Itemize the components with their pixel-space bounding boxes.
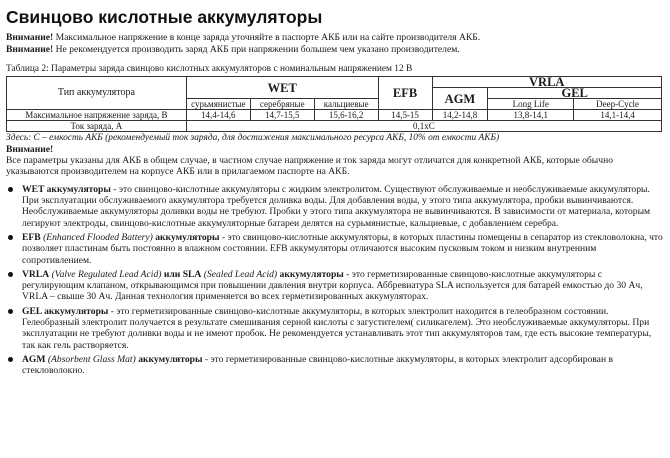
table-cell: 15,6-16,2: [314, 110, 378, 121]
warning-text: Не рекомендуется производить заряд АКБ при напряжении большем чем указано производителем.: [53, 44, 460, 55]
type-keyword: EFB: [22, 232, 41, 243]
document-page: [6, 6, 664, 380]
efb-header: EFB: [378, 77, 432, 110]
type-header: Тип аккумулятора: [7, 77, 187, 110]
warning-label: Внимание!: [6, 44, 54, 55]
bullet-icon: [8, 272, 13, 277]
type-abbreviation: (Valve Regulated Lead Acid): [49, 268, 164, 280]
attention-label: Внимание!: [6, 144, 54, 155]
charge-parameters-table: [6, 76, 662, 132]
type-keyword-2: аккумуляторы: [138, 353, 203, 365]
subheader-deep-cycle: Deep-Cycle: [574, 99, 662, 110]
type-abbreviation: (Absorbent Glass Mat): [45, 353, 139, 365]
table-caption: Таблица 2: Параметры заряда свинцово кислотных аккумуляторов с номинальным напряжением 12 В: [6, 64, 413, 74]
type-keyword-3: аккумуляторы: [279, 268, 344, 280]
type-keyword-2: аккумуляторы: [155, 232, 220, 243]
table-cell: 0,1хС: [186, 121, 661, 132]
warning-label: Внимание!: [6, 32, 54, 43]
table-cell: 14,7-15,5: [250, 110, 314, 121]
type-description: - это герметизированные свинцово-кислотные аккумуляторы с регулирующим клапаном, открывающимся при повышении давления внутри корпуса. Аббревиатура SLA используется для батарей емкостью до 30 Ач, VRLA – свыше 30 Ач. Данная технология применяется во всех герметизированных аккумуляторах.: [22, 268, 643, 303]
warning-text: Максимальное напряжение в конце заряда уточняйте в паспорте АКБ или на сайте производителя АКБ.: [53, 32, 481, 43]
gel-header: GEL: [488, 88, 662, 99]
type-keyword: WET аккумуляторы: [22, 183, 111, 195]
general-paragraph: Все параметры указаны для АКБ в общем случае, в частном случае напряжение и ток заряда могут отличатся для конкретной АКБ, которые обычно указываются производителем на корпусе АКБ или в прилагаемом паспорте на АКБ.: [6, 155, 614, 178]
table-cell: 14,4-14,6: [186, 110, 250, 121]
type-description: - это свинцово-кислотные аккумуляторы с жидким электролитом. Существуют обслуживаемые и необслуживаемые аккумуляторы. При эксплуатации обслуживаемого аккумулятора требуется доливка воды. Для добавления воды, у этого типа аккумулятора, пробки вывинчиваются. Необслуживаемые аккумуляторы доливки воды не требуют. Пробки у этого типа аккумулятора не вывинчиваются. В зависимости от материала, которым легируют электроды, свинцово-кислотные аккумуляторные батареи делятся на сурьмянистые, кальциевые, с добавлением серебра.: [22, 183, 651, 229]
type-keyword: VRLA: [22, 268, 50, 280]
type-keyword-2: SLA: [182, 268, 202, 280]
list-item: [6, 184, 664, 229]
battery-types-list: [6, 184, 664, 377]
table-row: [7, 121, 662, 132]
type-description: - это свинцово-кислотные аккумуляторы, в которых пластины помещены в сепаратор из стекловолокна, что позволяет пластинам быть постоянно в влажном состоянии. EFB аккумуляторы отличаются высоким пусковым током и низким внутренним сопротивлением.: [22, 232, 663, 266]
list-item: [6, 354, 664, 377]
warning-1: [6, 32, 664, 44]
table-note: Здесь: С – емкость АКБ (рекомендуемый ток заряда, для достижения максимального ресурса АКБ, 10% от емкости АКБ): [6, 133, 500, 143]
bullet-icon: [8, 357, 13, 362]
list-item: [6, 306, 664, 351]
type-keyword: GEL аккумуляторы: [22, 305, 109, 317]
type-keyword: AGM: [22, 353, 46, 365]
type-abbreviation: (Enhanced Flooded Battery): [40, 232, 156, 243]
vrla-header: VRLA: [432, 77, 662, 88]
page-title: Свинцово кислотные аккумуляторы: [6, 7, 323, 27]
type-description: - это герметизированные свинцово-кислотные аккумуляторы, в которых электролит адсорбирован в стекловолокно.: [22, 353, 614, 377]
type-abbreviation-2: (Sealed Lead Acid): [201, 268, 280, 280]
row-label: Ток заряда, А: [7, 121, 187, 132]
table-cell: 14,1-14,4: [574, 110, 662, 121]
subheader-calcium: кальциевые: [314, 99, 378, 110]
list-item: [6, 232, 664, 266]
bullet-icon: [8, 235, 13, 240]
list-item: [6, 269, 664, 303]
type-description: - это герметизированные свинцово-кислотные аккумуляторы, в которых электролит находится в гелеобразном состоянии. Гелеобразный электролит получается в результате смешивания серной кислоты с загустителем( силикагелем). Это необслуживаемые аккумуляторы. При эксплуатации не требуют доливки воды и не имеют пробок. Не рекомендуется устанавливать этот тип аккумуляторов там, где есть высокие температуры, так как гель растворяется.: [22, 305, 652, 351]
table-row: [7, 110, 662, 121]
bullet-icon: [8, 309, 13, 314]
bullet-icon: [8, 187, 13, 192]
warning-2: [6, 44, 664, 56]
agm-header: AGM: [432, 88, 488, 110]
subheader-long-life: Long Life: [488, 99, 574, 110]
table-cell: 13,8-14,1: [488, 110, 574, 121]
table-cell: 14,2-14,8: [432, 110, 488, 121]
subheader-silver: серебряные: [250, 99, 314, 110]
type-connector: или: [163, 268, 183, 280]
table-cell: 14,5-15: [378, 110, 432, 121]
wet-header: WET: [186, 77, 378, 99]
subheader-antimony: сурьмянистые: [186, 99, 250, 110]
row-label: Максимальное напряжение заряда, В: [7, 110, 187, 121]
